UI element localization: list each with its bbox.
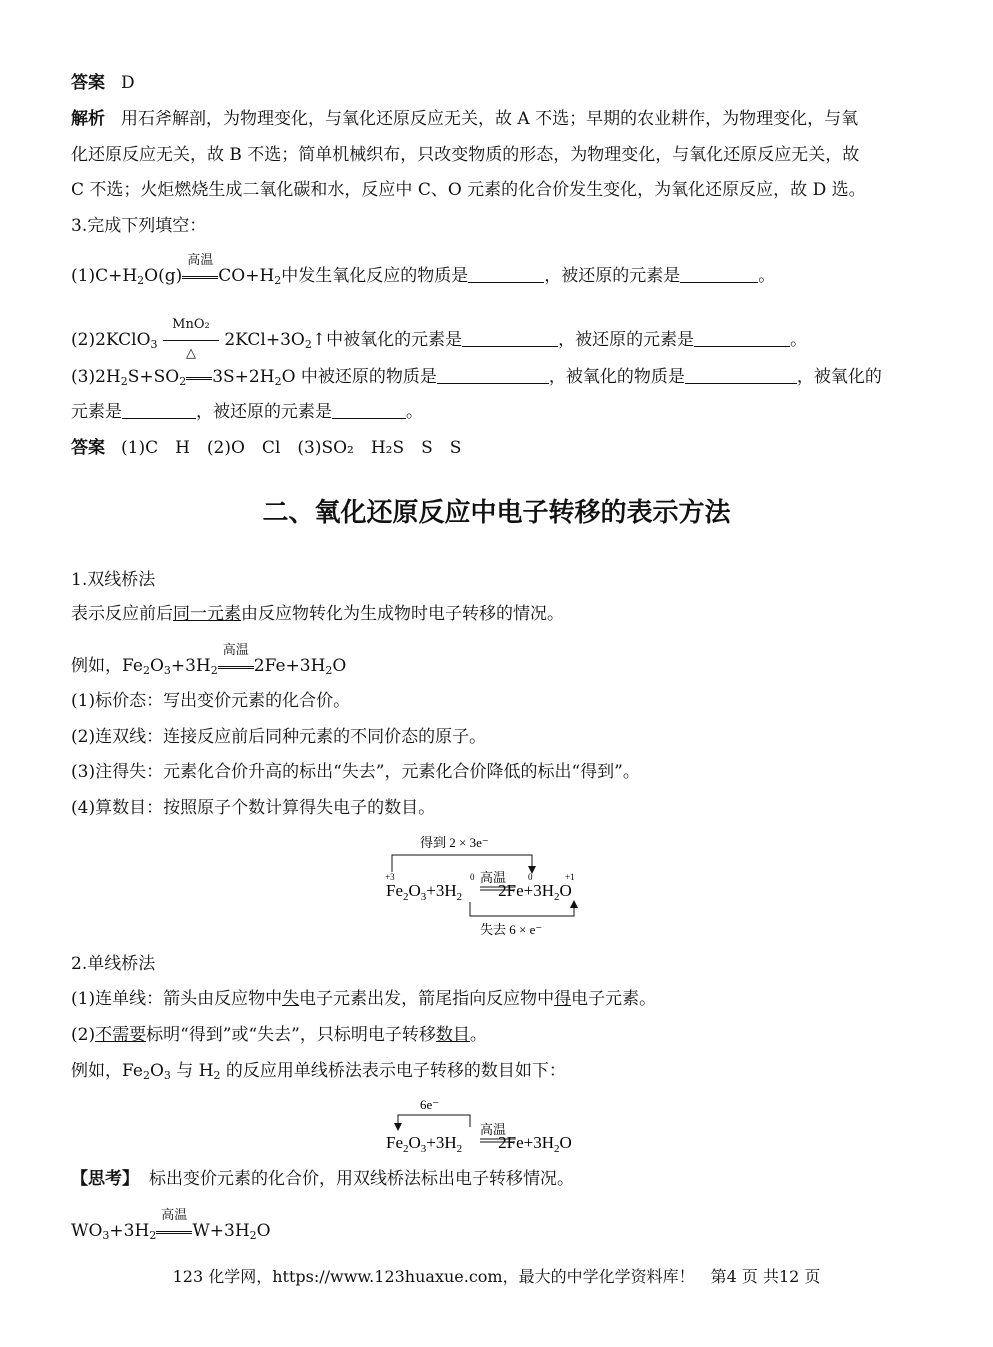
- answer-blank[interactable]: [332, 402, 406, 419]
- q2-analysis-line-1: [71, 107, 858, 131]
- valence-fe-right: 0: [528, 872, 533, 882]
- page-footer: 123 化学网，https://www.123huaxue.com，最大的中学化学资料库！ 第4 页 共12 页: [172, 1267, 821, 1286]
- gain-label: 得到 2 × 3e⁻: [420, 835, 489, 850]
- think-equation: $WO_3+3H_2$ 高温 $W+3H_2O$: [71, 1207, 271, 1242]
- answer-blank[interactable]: [680, 266, 758, 283]
- single-step-2: (2)不需要标明“得到”或“失去”，只标明电子转移数目。: [71, 1025, 487, 1045]
- answer-blank[interactable]: [437, 367, 549, 384]
- condition-label: 高温: [480, 870, 507, 885]
- think-label: 【思考】: [71, 1169, 139, 1189]
- valence-fe-left: +3: [385, 872, 395, 882]
- section-title: 二、氧化还原反应中电子转移的表示方法: [262, 498, 731, 528]
- single-bridge-heading: 2.单线桥法: [71, 954, 156, 974]
- single-step-1: (1)连单线：箭头由反应物中失电子元素出发，箭尾指向反应物中得电子元素。: [71, 989, 657, 1009]
- step-3: (3)注得失：元素化合价升高的标出“失去”，元素化合价降低的标出“得到”。: [71, 762, 640, 782]
- analysis-label: 解析: [71, 109, 105, 129]
- answer-label: 答案: [71, 73, 105, 93]
- q3-answer: [71, 436, 461, 460]
- q2-analysis-line-3: C 不选；火炬燃烧生成二氧化碳和水，反应中 C、O 元素的化合价发生变化，为氧化还原反应，故 D 选。: [71, 180, 866, 200]
- equation-1: $(1)C+H_2O(g)$ 高温 $CO+H_2$: [71, 252, 282, 287]
- lose-label: 失去 6 × e⁻: [480, 922, 543, 937]
- transfer-line: [398, 1115, 470, 1127]
- double-bridge-diagram: [380, 830, 630, 940]
- valence-h-right: +1: [565, 872, 575, 882]
- step-1: (1)标价态：写出变价元素的化合价。: [71, 691, 351, 711]
- reaction-condition: 高温: [182, 267, 218, 287]
- answer-blank[interactable]: [122, 402, 196, 419]
- q2-answer-line: [71, 71, 135, 95]
- q3-title: 3.完成下列填空：: [71, 216, 207, 236]
- transfer-arrowhead: [394, 1123, 402, 1131]
- single-equation: $Fe_2O_3+3H_2$ $2Fe+3H_2O$: [386, 1133, 572, 1155]
- single-bridge-diagram: [380, 1093, 630, 1159]
- equation-3: $(3)2H_2S+SO_2$ $3S+2H_2O$: [71, 367, 301, 388]
- answer-label: 答案: [71, 438, 105, 458]
- answer-blank[interactable]: [468, 266, 544, 283]
- step-2: (2)连双线：连接反应前后同种元素的不同价态的原子。: [71, 727, 487, 747]
- valence-h-left: 0: [470, 872, 475, 882]
- think-line: [71, 1167, 574, 1191]
- lose-bracket: [470, 902, 574, 916]
- answer-value: D: [121, 73, 135, 93]
- answer-blank[interactable]: [694, 330, 790, 347]
- single-example: 例如，$Fe_2O_3$ 与 $H_2$ 的反应用单线桥法表示电子转移的数目如下：: [71, 1061, 566, 1082]
- example-equation: $Fe_2O_3+3H_2$ 高温 $2Fe+3H_2O$: [122, 642, 347, 677]
- reaction-condition: 高温: [218, 657, 254, 677]
- q3-item-2: (2)2KClO$_3$ MnO₂ △ $2KCl+3O_2↑$中被氧化的元素是 ，被还原的元素是 。: [71, 316, 808, 361]
- lose-arrowhead: [570, 900, 578, 908]
- double-bridge-example: 例如，$Fe_2O_3+3H_2$ 高温 $2Fe+3H_2O$: [71, 642, 347, 677]
- bridge-equation: $Fe_2O_3+3H_2$ $2Fe+3H_2O$: [386, 881, 572, 903]
- double-bridge-intro: 表示反应前后同一元素由反应物转化为生成物时电子转移的情况。: [71, 604, 564, 624]
- q3-item-3-cont: 元素是 ，被还原的元素是 。: [71, 402, 423, 422]
- analysis-text-1: 用石斧解剖，为物理变化，与氧化还原反应无关，故 A 不选；早期的农业耕作，为物理变化，与氧: [121, 109, 859, 129]
- equation-2: (2)2KClO$_3$ MnO₂ △ $2KCl+3O_2↑$: [71, 316, 327, 361]
- q3-item-3: $(3)2H_2S+SO_2$ $3S+2H_2O$ 中被还原的物质是 ，被氧化的物质是 ，被氧化的: [71, 367, 882, 388]
- think-text: 标出变价元素的化合价，用双线桥法标出电子转移情况。: [149, 1169, 574, 1189]
- q2-analysis-line-2: 化还原反应无关，故 B 不选；简单机械织布，只改变物质的形态，为物理变化，与氧化还原反应无关，故: [71, 145, 860, 165]
- answer-blank[interactable]: [462, 330, 558, 347]
- reaction-condition: 高温: [156, 1222, 192, 1242]
- answer-blank[interactable]: [685, 367, 797, 384]
- condition-label: 高温: [480, 1122, 507, 1137]
- transfer-label: 6e⁻: [420, 1097, 440, 1112]
- q3-item-1: $(1)C+H_2O(g)$ 高温 $CO+H_2$中发生氧化反应的物质是 ，被还原的元素是 。: [71, 252, 776, 287]
- gain-bracket: [392, 855, 532, 872]
- reaction-condition: MnO₂ △: [163, 331, 219, 351]
- step-4: (4)算数目：按照原子个数计算得失电子的数目。: [71, 798, 436, 818]
- double-bridge-heading: 1.双线桥法: [71, 570, 156, 590]
- answer-text: (1)C H (2)O Cl (3)SO₂ H₂S S S: [121, 438, 462, 458]
